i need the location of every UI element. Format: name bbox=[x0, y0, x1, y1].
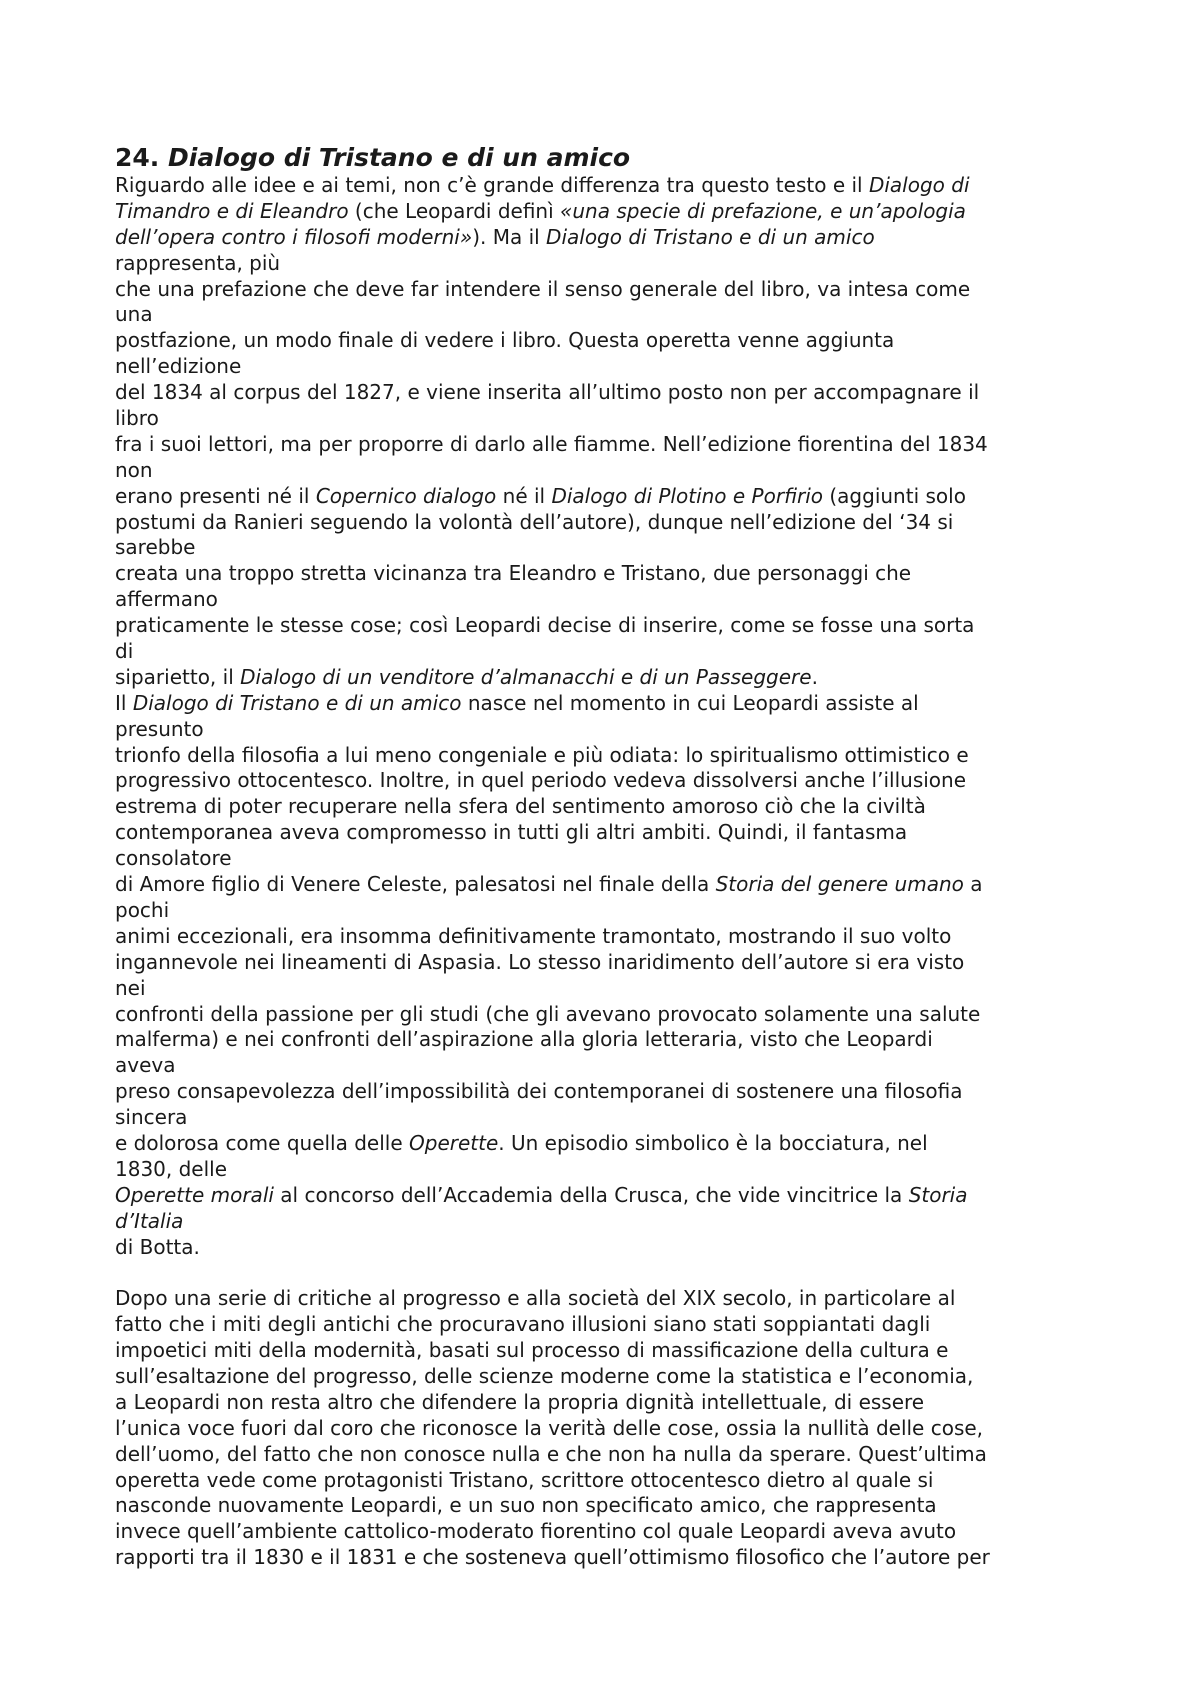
italic-title-text: Operette morali bbox=[115, 1182, 274, 1207]
text-line bbox=[115, 199, 1115, 225]
text-line bbox=[115, 1286, 1115, 1312]
text-line bbox=[115, 872, 1115, 898]
italic-title-text: dell’opera contro i filosofi moderni» bbox=[115, 224, 473, 249]
text-line bbox=[115, 251, 1115, 277]
text-segment: di Amore figlio di Venere Celeste, palesatosi nel finale della bbox=[115, 872, 716, 897]
text-line bbox=[115, 277, 1115, 303]
text-line bbox=[115, 768, 1115, 794]
text-segment: aveva bbox=[115, 1053, 176, 1078]
italic-title-text: Operette bbox=[409, 1130, 499, 1155]
document-body bbox=[115, 143, 1115, 1571]
text-segment: ). Ma il bbox=[472, 224, 547, 249]
text-segment: impoetici miti della modernità, basati sul processo di massificazione della cultura e bbox=[115, 1338, 949, 1363]
text-segment: una bbox=[115, 302, 153, 327]
italic-title-text: Dialogo di bbox=[868, 173, 970, 197]
text-segment: affermano bbox=[115, 587, 218, 612]
text-line bbox=[115, 1468, 1115, 1494]
text-line bbox=[115, 406, 1115, 432]
text-line bbox=[115, 510, 1115, 536]
text-line bbox=[115, 1209, 1115, 1235]
text-segment: malferma) e nei confronti dell’aspirazione alla gloria letteraria, visto che Leopardi bbox=[115, 1027, 933, 1052]
text-line bbox=[115, 484, 1115, 510]
text-line bbox=[115, 1079, 1115, 1105]
text-segment: non bbox=[115, 457, 153, 482]
text-line bbox=[115, 1364, 1115, 1390]
text-line bbox=[115, 794, 1115, 820]
italic-title-text: d’Italia bbox=[115, 1208, 184, 1233]
text-segment: . bbox=[811, 664, 818, 689]
italic-title-text: Dialogo di un venditore d’almanacchi e di un Passeggere bbox=[240, 664, 812, 689]
text-line bbox=[115, 1442, 1115, 1468]
italic-title-text: Dialogo di Tristano e di un amico bbox=[132, 690, 462, 715]
text-segment: estrema di poter recuperare nella sfera del sentimento amoroso ciò che la civiltà bbox=[115, 794, 926, 819]
text-line bbox=[115, 302, 1115, 328]
text-segment: e dolorosa come quella delle bbox=[115, 1130, 409, 1155]
text-segment: postumi da Ranieri seguendo la volontà dell’autore), dunque nell’edizione del ‘34 si bbox=[115, 509, 954, 534]
text-segment: confronti della passione per gli studi (che gli avevano provocato solamente una salute bbox=[115, 1001, 981, 1026]
text-line bbox=[115, 717, 1115, 743]
text-segment: nasce nel momento in cui Leopardi assiste al bbox=[461, 690, 919, 715]
text-line bbox=[115, 328, 1115, 354]
text-line bbox=[115, 1416, 1115, 1442]
text-segment: dell’uomo, del fatto che non conosce nulla e che non ha nulla da sperare. Quest’ultima bbox=[115, 1441, 987, 1466]
text-line bbox=[115, 173, 1115, 199]
text-segment: progressivo ottocentesco. Inoltre, in quel periodo vedeva dissolversi anche l’illusione bbox=[115, 768, 967, 793]
text-segment: preso consapevolezza dell’impossibilità dei contemporanei di sostenere una filosofia bbox=[115, 1079, 963, 1104]
text-segment: l’unica voce fuori dal coro che riconosce la verità delle cose, ossia la nullità delle cose, bbox=[115, 1415, 984, 1440]
text-line bbox=[115, 458, 1115, 484]
italic-title-text: «una specie di prefazione, e un’apologia bbox=[560, 198, 966, 223]
text-line bbox=[115, 1235, 1115, 1261]
text-segment: praticamente le stesse cose; così Leopardi decise di inserire, come se fosse una sorta bbox=[115, 613, 975, 638]
text-line bbox=[115, 976, 1115, 1002]
text-segment: operetta vede come protagonisti Tristano, scrittore ottocentesco dietro al quale si bbox=[115, 1467, 934, 1492]
text-line bbox=[115, 1519, 1115, 1545]
text-line bbox=[115, 587, 1115, 613]
text-segment: rappresenta, più bbox=[115, 250, 281, 275]
paragraph-break bbox=[115, 1260, 1115, 1286]
text-segment: che una prefazione che deve far intendere il senso generale del libro, va intesa come bbox=[115, 276, 971, 301]
italic-title-text: Copernico dialogo bbox=[315, 483, 497, 508]
text-segment: ingannevole nei lineamenti di Aspasia. Lo stesso inaridimento dell’autore si era visto bbox=[115, 949, 965, 974]
italic-title-text: Storia del genere umano bbox=[715, 872, 964, 897]
text-segment: (aggiunti solo bbox=[823, 483, 966, 508]
text-segment: siparietto, il bbox=[115, 664, 241, 689]
text-segment: di bbox=[115, 639, 134, 664]
section-number: 24. bbox=[115, 143, 160, 172]
text-segment: postfazione, un modo finale di vedere i libro. Questa operetta venne aggiunta bbox=[115, 328, 895, 353]
text-line bbox=[115, 380, 1115, 406]
section-title: Dialogo di Tristano e di un amico bbox=[168, 143, 631, 172]
text-line bbox=[115, 432, 1115, 458]
text-segment: . Un episodio simbolico è la bocciatura, nel bbox=[498, 1130, 928, 1155]
text-segment: libro bbox=[115, 406, 159, 431]
text-segment: al concorso dell’Accademia della Crusca, che vide vincitrice la bbox=[273, 1182, 909, 1207]
text-line bbox=[115, 743, 1115, 769]
text-line bbox=[115, 1053, 1115, 1079]
text-segment: erano presenti né il bbox=[115, 483, 316, 508]
text-line bbox=[115, 535, 1115, 561]
text-segment: sarebbe bbox=[115, 535, 196, 560]
text-line bbox=[115, 1545, 1115, 1571]
text-segment: 1830, delle bbox=[115, 1156, 228, 1181]
text-segment: trionfo della filosofia a lui meno congeniale e più odiata: lo spiritualismo ottimistico e bbox=[115, 742, 969, 767]
text-segment: Dopo una serie di critiche al progresso e alla società del XIX secolo, in particolare al bbox=[115, 1286, 956, 1311]
text-segment: contemporanea aveva compromesso in tutti gli altri ambiti. Quindi, il fantasma bbox=[115, 820, 908, 845]
text-segment: consolatore bbox=[115, 846, 232, 871]
text-segment: sincera bbox=[115, 1105, 188, 1130]
text-line bbox=[115, 561, 1115, 587]
section-heading bbox=[115, 143, 1115, 173]
body-text bbox=[115, 173, 1115, 1571]
italic-title-text: Dialogo di Plotino e Porfirio bbox=[551, 483, 824, 508]
text-segment: rapporti tra il 1830 e il 1831 e che sosteneva quell’ottimismo filosofico che l’autore per bbox=[115, 1545, 990, 1570]
text-line bbox=[115, 1105, 1115, 1131]
text-line bbox=[115, 665, 1115, 691]
italic-title-text: Timandro e di Eleandro bbox=[115, 198, 349, 223]
text-segment: presunto bbox=[115, 716, 204, 741]
text-line bbox=[115, 613, 1115, 639]
text-segment: invece quell’ambiente cattolico-moderato fiorentino col quale Leopardi aveva avuto bbox=[115, 1519, 957, 1544]
text-segment: fatto che i miti degli antichi che procuravano illusioni siano stati soppiantati dagli bbox=[115, 1312, 931, 1337]
text-segment: fra i suoi lettori, ma per proporre di darlo alle fiamme. Nell’edizione fiorentina del 1834 bbox=[115, 431, 988, 456]
text-line bbox=[115, 1312, 1115, 1338]
text-line bbox=[115, 1027, 1115, 1053]
text-line bbox=[115, 924, 1115, 950]
text-line bbox=[115, 354, 1115, 380]
text-segment: nell’edizione bbox=[115, 354, 242, 379]
text-line bbox=[115, 846, 1115, 872]
text-line bbox=[115, 639, 1115, 665]
text-segment: pochi bbox=[115, 897, 170, 922]
text-line bbox=[115, 820, 1115, 846]
text-line bbox=[115, 1183, 1115, 1209]
text-segment: nei bbox=[115, 975, 146, 1000]
text-line bbox=[115, 1493, 1115, 1519]
text-segment: nasconde nuovamente Leopardi, e un suo non specificato amico, che rappresenta bbox=[115, 1493, 937, 1518]
text-line bbox=[115, 1131, 1115, 1157]
text-line bbox=[115, 1338, 1115, 1364]
text-segment: del 1834 al corpus del 1827, e viene inserita all’ultimo posto non per accompagnare il bbox=[115, 380, 980, 405]
text-segment: Il bbox=[115, 690, 133, 715]
text-line bbox=[115, 1002, 1115, 1028]
text-segment: creata una troppo stretta vicinanza tra Eleandro e Tristano, due personaggi che bbox=[115, 561, 912, 586]
text-segment: a Leopardi non resta altro che difendere la propria dignità intellettuale, di essere bbox=[115, 1389, 925, 1414]
text-segment: (che Leopardi definì bbox=[348, 198, 561, 223]
text-line bbox=[115, 898, 1115, 924]
italic-title-text: Storia bbox=[908, 1182, 968, 1207]
text-segment: animi eccezionali, era insomma definitivamente tramontato, mostrando il suo volto bbox=[115, 923, 952, 948]
italic-title-text: Dialogo di Tristano e di un amico bbox=[546, 224, 875, 249]
text-segment: Riguardo alle idee e ai temi, non c’è grande differenza tra questo testo e il bbox=[115, 173, 869, 197]
text-line bbox=[115, 950, 1115, 976]
text-segment: sull’esaltazione del progresso, delle scienze moderne come la statistica e l’economia, bbox=[115, 1363, 974, 1388]
text-segment: a bbox=[963, 872, 983, 897]
text-segment: di Botta. bbox=[115, 1234, 200, 1259]
text-segment: né il bbox=[496, 483, 552, 508]
text-line bbox=[115, 691, 1115, 717]
text-line bbox=[115, 225, 1115, 251]
text-line bbox=[115, 1390, 1115, 1416]
text-line bbox=[115, 1157, 1115, 1183]
